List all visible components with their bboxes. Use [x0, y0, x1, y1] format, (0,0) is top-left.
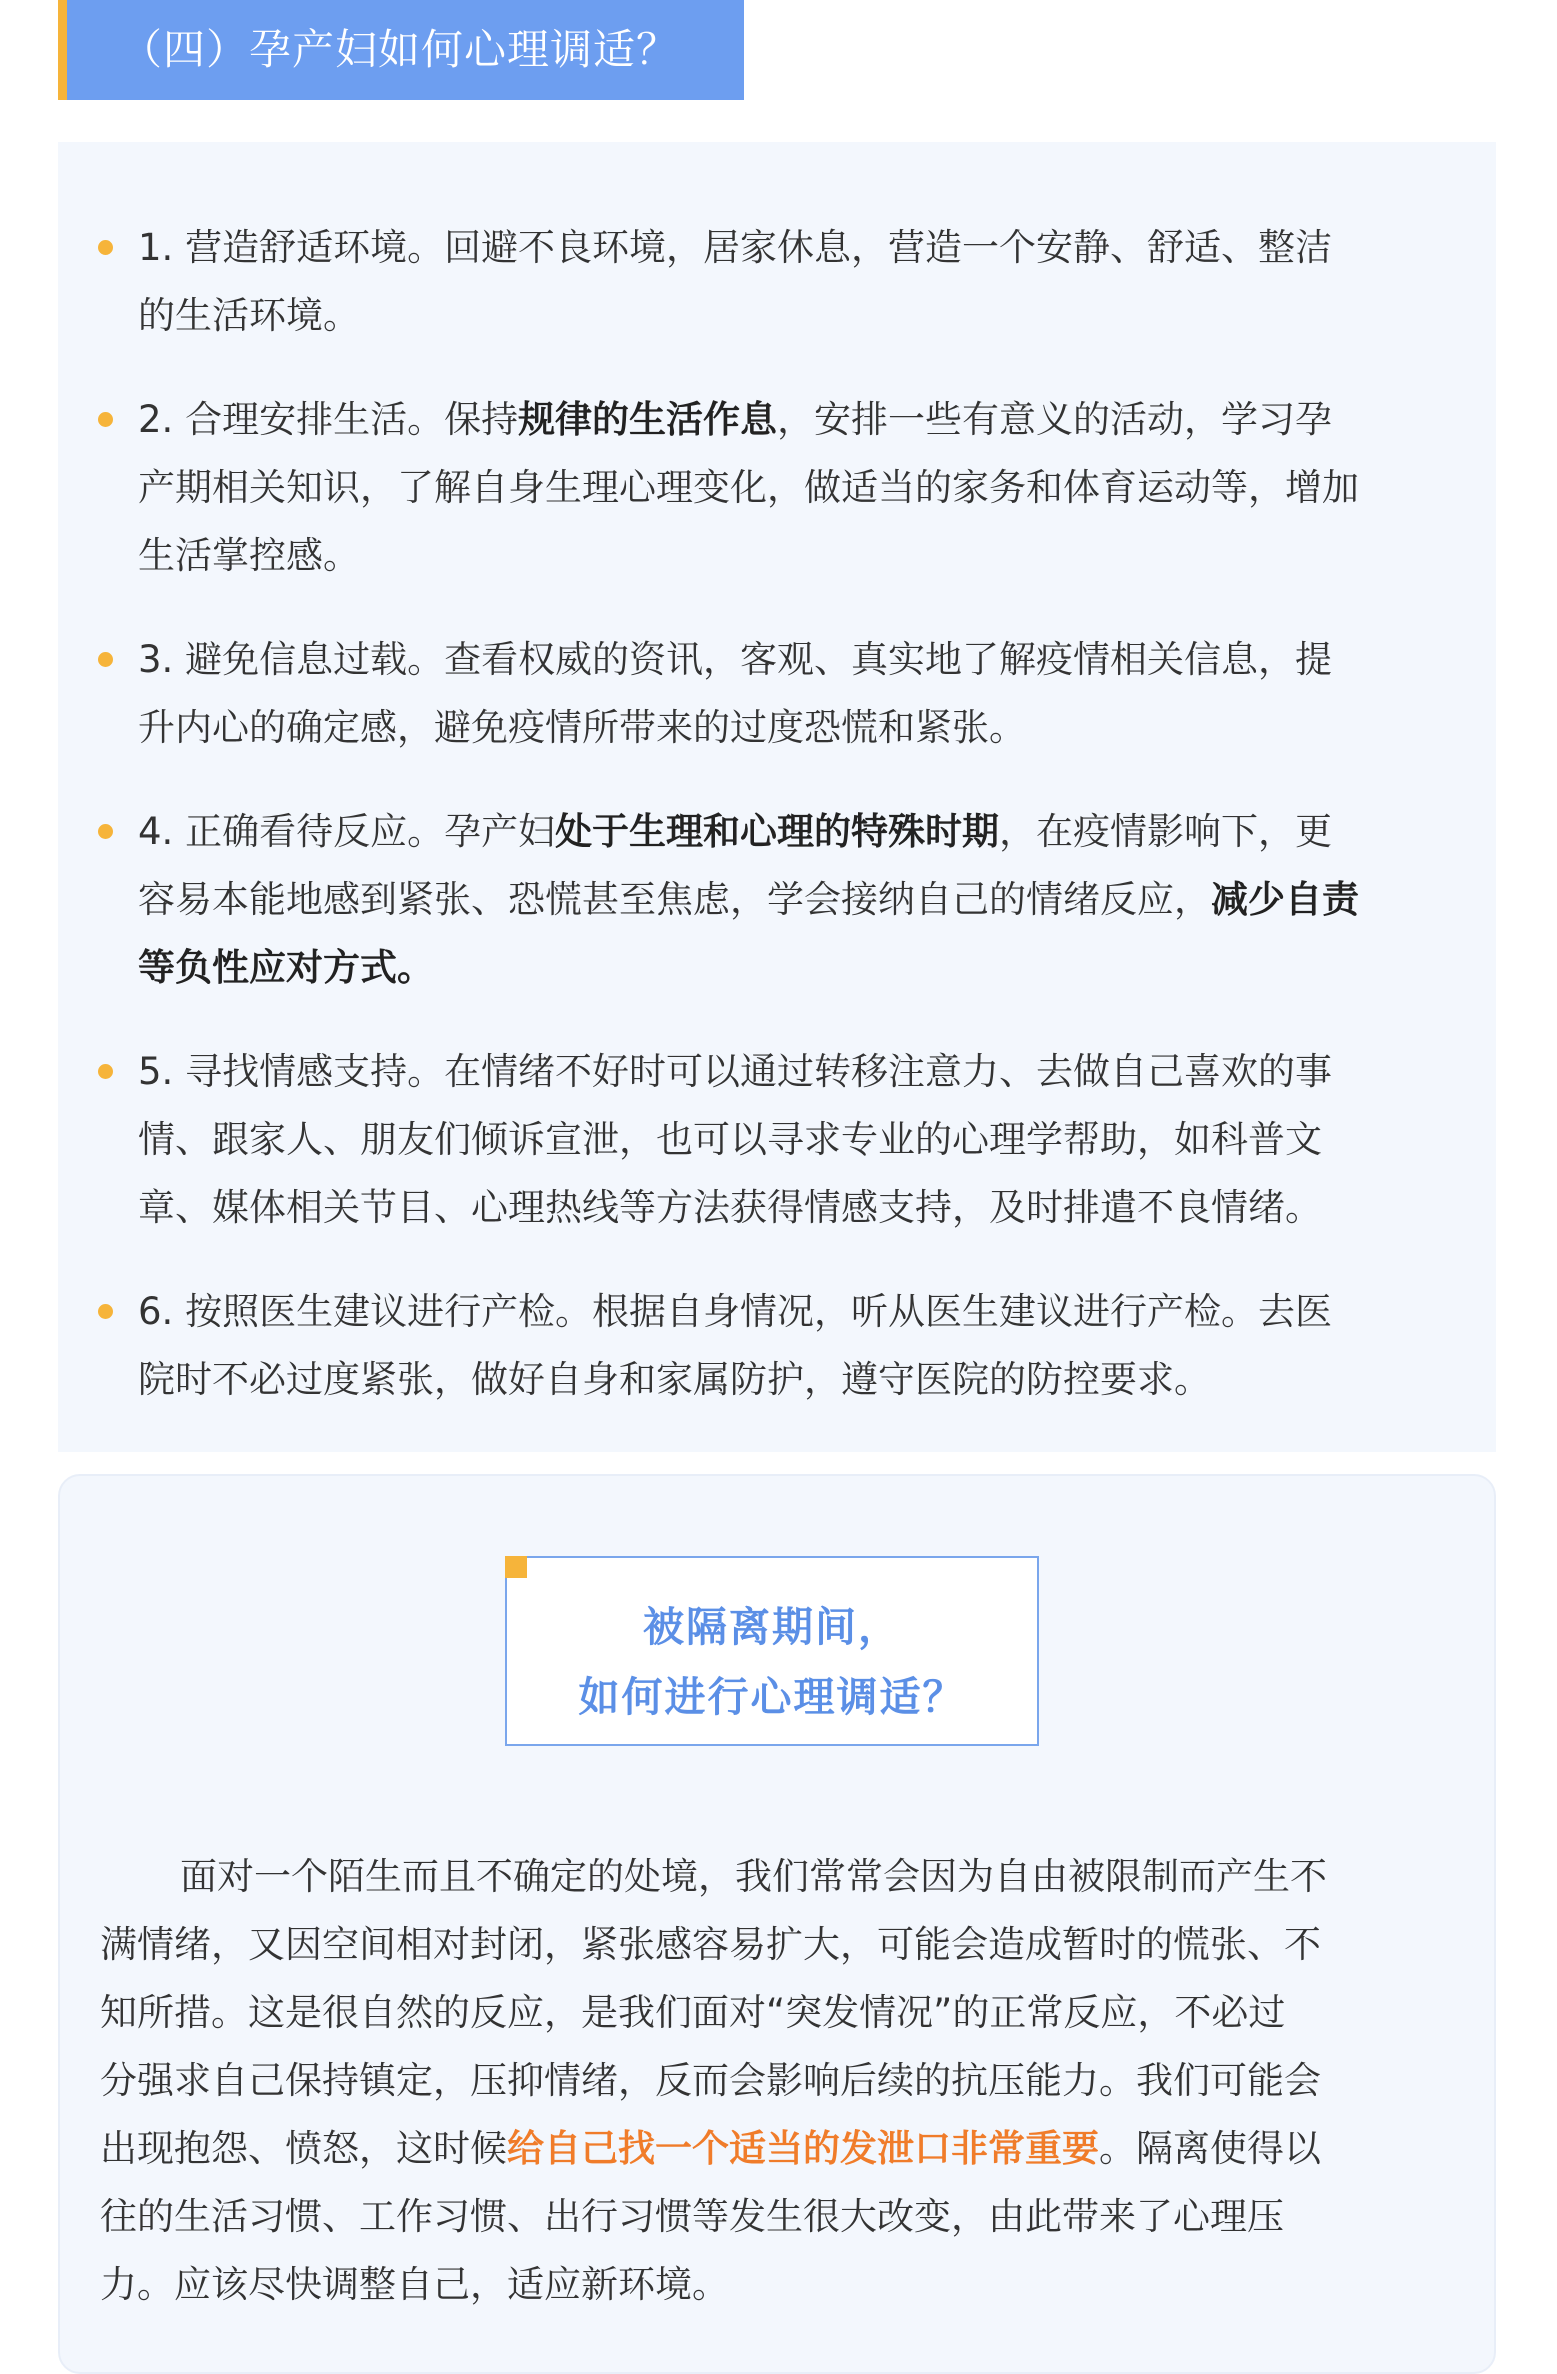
- quarantine-title-line: 如何进行心理调适？: [578, 1673, 966, 1721]
- bullet-dot-icon: [98, 824, 113, 839]
- tip-text: ，在疫情影响下，更: [999, 810, 1333, 853]
- paragraph-line: 分强求自己保持镇定，压抑情绪，反而会影响后续的抗压能力。我们可能会: [100, 2059, 1321, 2102]
- tip-text-line: 情、跟家人、朋友们倾诉宣泄，也可以寻求专业的心理学帮助，如科普文: [138, 1118, 1322, 1161]
- paragraph-line: 满情绪，又因空间相对封闭，紧张感容易扩大，可能会造成暂时的慌张、不: [100, 1923, 1321, 1966]
- tip-text-line: 生活掌控感。: [138, 534, 360, 577]
- tip-bold-text: 减少自责: [1211, 878, 1359, 921]
- bullet-dot-icon: [98, 412, 113, 427]
- section-title: （四）孕产妇如何心理调适？: [120, 25, 680, 74]
- tip-text: 容易本能地感到紧张、恐慌甚至焦虑，学会接纳自己的情绪反应，: [138, 878, 1211, 921]
- title-corner-accent: [505, 1556, 527, 1578]
- paragraph-line: 力。应该尽快调整自己，适应新环境。: [100, 2263, 729, 2306]
- paragraph-highlight: 给自己找一个适当的发泄口非常重要: [507, 2127, 1099, 2170]
- tip-text-line: [138, 866, 1359, 934]
- tip-text-line: 章、媒体相关节目、心理热线等方法获得情感支持，及时排遣不良情绪。: [138, 1186, 1322, 1229]
- quarantine-title-box: [505, 1556, 1039, 1746]
- paragraph-text: 。隔离使得以: [1099, 2127, 1321, 2170]
- tip-bold-text: 处于生理和心理的特殊时期: [555, 810, 1000, 853]
- tip-text-line: 1. 营造舒适环境。回避不良环境，居家休息，营造一个安静、舒适、整洁: [138, 226, 1333, 269]
- tip-text-line: 院时不必过度紧张，做好自身和家属防护，遵守医院的防控要求。: [138, 1358, 1211, 1401]
- tip-text-line: [138, 798, 1359, 866]
- bullet-dot-icon: [98, 652, 113, 667]
- tip-text-line: 3. 避免信息过载。查看权威的资讯，客观、真实地了解疫情相关信息，提: [138, 638, 1333, 681]
- tip-text-line: 5. 寻找情感支持。在情绪不好时可以通过转移注意力、去做自己喜欢的事: [138, 1050, 1333, 1093]
- quarantine-paragraph: [100, 1843, 1327, 2319]
- tip-text-line: 产期相关知识，了解自身生理心理变化，做适当的家务和体育运动等，增加: [138, 466, 1359, 509]
- tip-text: 4. 正确看待反应。孕产妇: [138, 810, 556, 853]
- paragraph-line: [100, 2115, 1327, 2183]
- bullet-dot-icon: [98, 1304, 113, 1319]
- tip-text-line: 的生活环境。: [138, 294, 360, 337]
- tip-text-line: 6. 按照医生建议进行产检。根据自身情况，听从医生建议进行产检。去医: [138, 1290, 1333, 1333]
- paragraph-line: [100, 1843, 1327, 1911]
- paragraph-line: 知所措。这是很自然的反应，是我们面对“突发情况”的正常反应，不必过: [100, 1991, 1286, 2034]
- bullet-dot-icon: [98, 240, 113, 255]
- header-accent-bar: [58, 0, 67, 100]
- tip-bold-text: 规律的生活作息: [518, 398, 778, 441]
- paragraph-text: 出现抱怨、愤怒，这时候: [100, 2127, 507, 2170]
- tips-list-section: [58, 142, 1496, 1452]
- tip-text: ，安排一些有意义的活动，学习孕: [777, 398, 1333, 441]
- tip-text-line: [138, 386, 1359, 454]
- paragraph-text: 面对一个陌生而且不确定的处境，我们常常会因为自由被限制而产生不: [180, 1855, 1327, 1898]
- paragraph-line: 往的生活习惯、工作习惯、出行习惯等发生很大改变，由此带来了心理压: [100, 2195, 1284, 2238]
- bullet-dot-icon: [98, 1064, 113, 1079]
- tip-bold-text: 等负性应对方式。: [138, 946, 434, 989]
- tip-text: 2. 合理安排生活。保持: [138, 398, 519, 441]
- quarantine-title-line: 被隔离期间，: [643, 1603, 901, 1651]
- tip-text-line: 升内心的确定感，避免疫情所带来的过度恐慌和紧张。: [138, 706, 1026, 749]
